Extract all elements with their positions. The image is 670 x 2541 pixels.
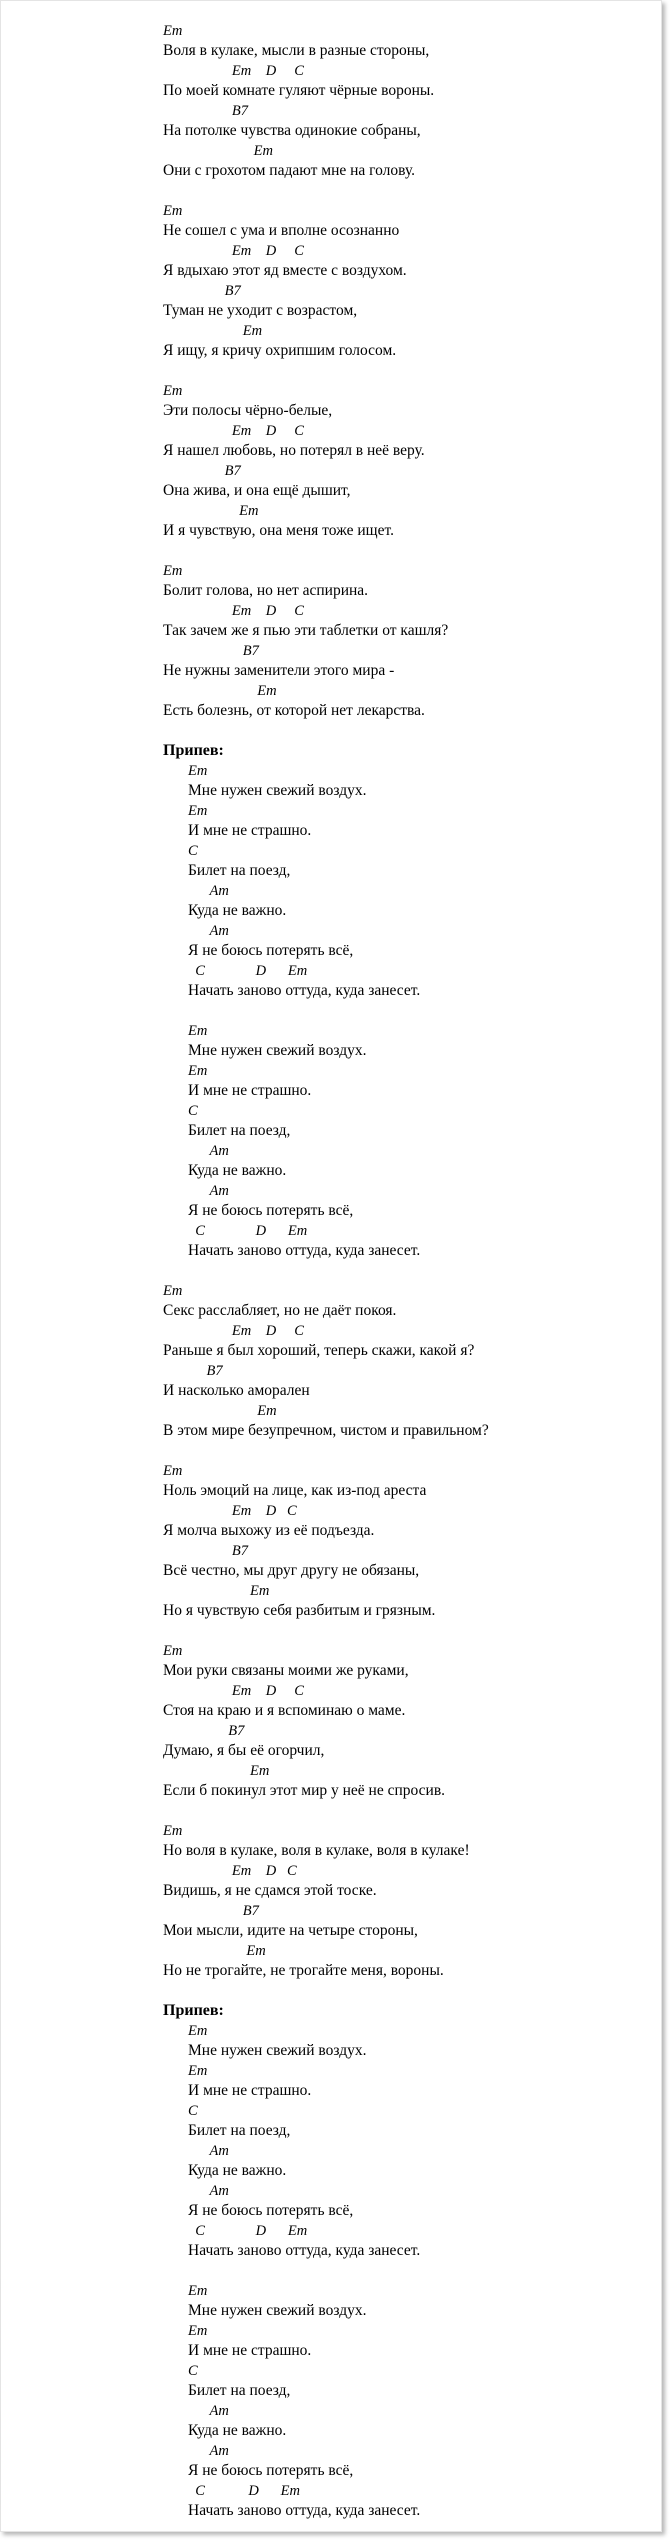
lyric-line: Начать заново оттуда, куда занесет.: [188, 982, 421, 999]
lyric-line: По моей комнате гуляют чёрные вороны.: [163, 82, 435, 99]
lyric-line: Но не трогайте, не трогайте меня, вороны.: [163, 1962, 444, 1979]
verse: [163, 21, 643, 181]
chord-line: Em: [163, 503, 259, 519]
chord-line: Em D C: [163, 1323, 304, 1339]
chorus: [188, 2021, 643, 2521]
chord-line: B7: [163, 103, 248, 119]
verse: [163, 381, 643, 541]
lyric-line: На потолке чувства одинокие собраны,: [163, 122, 421, 139]
chorus-block: [188, 1021, 643, 1261]
chord-line: Am: [188, 2143, 229, 2159]
chord-line: C D Em: [188, 2483, 300, 2499]
lyric-line: Куда не важно.: [188, 2162, 287, 2179]
chord-line: C: [188, 2103, 198, 2119]
chord-line: C D Em: [188, 963, 308, 979]
chord-line: Am: [188, 2183, 229, 2199]
chord-line: Em: [163, 1943, 266, 1959]
lyric-line: Билет на поезд,: [188, 862, 291, 879]
lyric-line: Я вдыхаю этот яд вместе с воздухом.: [163, 262, 407, 279]
chord-line: Em: [188, 1063, 208, 1079]
chord-line: Em D C: [163, 243, 304, 259]
lyric-line: Не сошел с ума и вполне осознанно: [163, 222, 400, 239]
lyric-line: Видишь, я не сдамся этой тоске.: [163, 1882, 377, 1899]
verse: [163, 1281, 643, 1441]
lyric-line: Я ищу, я кричу охрипшим голосом.: [163, 342, 397, 359]
chord-line: Em D C: [163, 1683, 304, 1699]
lyric-line: Мои мысли, идите на четыре стороны,: [163, 1922, 418, 1939]
lyric-line: Они с грохотом падают мне на голову.: [163, 162, 416, 179]
lyric-line: Мне нужен свежий воздух.: [188, 1042, 367, 1059]
lyric-line: Мне нужен свежий воздух.: [188, 2302, 367, 2319]
chord-line: C: [188, 2363, 198, 2379]
chord-line: Em: [163, 23, 183, 39]
chord-line: Em D C: [163, 603, 304, 619]
chord-line: B7: [163, 1723, 245, 1739]
lyric-line: И я чувствую, она меня тоже ищет.: [163, 522, 394, 539]
chord-line: Em D C: [163, 423, 304, 439]
chord-line: Em: [188, 2023, 208, 2039]
chord-line: Em D C: [163, 1863, 297, 1879]
chord-line: Em: [188, 2323, 208, 2339]
chorus-part-2: [163, 2001, 643, 2521]
chord-line: Em: [163, 1463, 183, 1479]
lyric-line: Я не боюсь потерять всё,: [188, 942, 354, 959]
lyric-line: Есть болезнь, от которой нет лекарства.: [163, 702, 425, 719]
lyric-line: Но воля в кулаке, воля в кулаке, воля в кулаке!: [163, 1842, 470, 1859]
lyric-line: Думаю, я бы её огорчил,: [163, 1742, 325, 1759]
chord-line: B7: [163, 283, 241, 299]
lyric-line: И мне не страшно.: [188, 2342, 312, 2359]
chord-line: Em: [163, 1643, 183, 1659]
chord-line: C: [188, 1103, 198, 1119]
lyric-line: И мне не страшно.: [188, 822, 312, 839]
lyric-line: Билет на поезд,: [188, 1122, 291, 1139]
lyric-line: Куда не важно.: [188, 2422, 287, 2439]
chord-line: C D Em: [188, 2223, 308, 2239]
lyric-line: Не нужны заменители этого мира -: [163, 662, 395, 679]
lyric-line: Я не боюсь потерять всё,: [188, 1202, 354, 1219]
chord-line: Em: [163, 143, 273, 159]
chord-line: Am: [188, 2443, 229, 2459]
lyric-line: И мне не страшно.: [188, 1082, 312, 1099]
chord-line: Em: [163, 563, 183, 579]
lyric-line: Всё честно, мы друг другу не обязаны,: [163, 1562, 420, 1579]
chord-line: Em: [163, 1763, 270, 1779]
lyric-line: Мне нужен свежий воздух.: [188, 782, 367, 799]
lyric-line: Я не боюсь потерять всё,: [188, 2202, 354, 2219]
lyric-line: Куда не важно.: [188, 1162, 287, 1179]
chord-line: Em: [188, 763, 208, 779]
lyric-line: В этом мире безупречном, чистом и правильном?: [163, 1422, 489, 1439]
lyric-line: Эти полосы чёрно-белые,: [163, 402, 333, 419]
lyric-line: Начать заново оттуда, куда занесет.: [188, 1242, 421, 1259]
lyric-line: Мне нужен свежий воздух.: [188, 2042, 367, 2059]
lyric-line: Билет на поезд,: [188, 2122, 291, 2139]
chord-line: Am: [188, 1143, 229, 1159]
chorus-title: Припев:: [163, 2002, 224, 2019]
lyric-line: Болит голова, но нет аспирина.: [163, 582, 369, 599]
lyric-line: Мои руки связаны моими же руками,: [163, 1662, 409, 1679]
chord-line: B7: [163, 1363, 223, 1379]
chord-line: Em: [163, 383, 183, 399]
verses-part-2: [163, 1281, 643, 1981]
chord-line: Em: [188, 803, 208, 819]
lyric-line: Стоя на краю и я вспоминаю о маме.: [163, 1702, 406, 1719]
chord-line: B7: [163, 1543, 248, 1559]
chorus: [188, 761, 643, 1261]
verses-part-1: [163, 21, 643, 721]
lyric-line: Туман не уходит с возрастом,: [163, 302, 358, 319]
chord-line: Em: [163, 1403, 277, 1419]
lyric-line: Если б покинул этот мир у неё не спросив.: [163, 1782, 446, 1799]
chord-line: Em: [188, 2063, 208, 2079]
chord-line: B7: [163, 1903, 259, 1919]
chord-line: B7: [163, 463, 241, 479]
chord-line: C D Em: [188, 1223, 308, 1239]
lyric-line: Начать заново оттуда, куда занесет.: [188, 2242, 421, 2259]
lyric-line: Билет на поезд,: [188, 2382, 291, 2399]
lyric-line: Начать заново оттуда, куда занесет.: [188, 2502, 421, 2519]
song-content: [163, 21, 643, 2541]
lyric-line: Я не боюсь потерять всё,: [188, 2462, 354, 2479]
lyric-line: Ноль эмоций на лице, как из-под ареста: [163, 1482, 427, 1499]
verse: [163, 1641, 643, 1801]
chord-line: Am: [188, 883, 229, 899]
lyric-line: Так зачем же я пью эти таблетки от кашля?: [163, 622, 449, 639]
chorus-block: [188, 2281, 643, 2521]
chord-line: B7: [163, 643, 259, 659]
chord-line: Em: [163, 1823, 183, 1839]
verse: [163, 561, 643, 721]
chorus-title: Припев:: [163, 742, 224, 759]
lyric-line: Раньше я был хороший, теперь скажи, какой я?: [163, 1342, 475, 1359]
chord-line: Em: [163, 203, 183, 219]
chord-line: Em: [188, 1023, 208, 1039]
lyric-line: Я молча выхожу из её подъезда.: [163, 1522, 375, 1539]
lyric-line: Секс расслабляет, но не даёт покоя.: [163, 1302, 397, 1319]
lyric-line: Я нашел любовь, но потерял в неё веру.: [163, 442, 425, 459]
chord-line: Em: [163, 323, 263, 339]
verse: [163, 1821, 643, 1981]
lyric-line: Куда не важно.: [188, 902, 287, 919]
chorus-block: [188, 761, 643, 1001]
chord-line: Em: [188, 2283, 208, 2299]
lyric-line: Воля в кулаке, мысли в разные стороны,: [163, 42, 430, 59]
verse: [163, 201, 643, 361]
lyric-line: Но я чувствую себя разбитым и грязным.: [163, 1602, 436, 1619]
chord-line: Em: [163, 683, 277, 699]
verse: [163, 1461, 643, 1621]
chorus-part-1: [163, 741, 643, 1261]
chorus-block: [188, 2021, 643, 2261]
chord-line: Em D C: [163, 63, 304, 79]
chord-line: Em: [163, 1583, 270, 1599]
lyric-line: Она жива, и она ещё дышит,: [163, 482, 351, 499]
lyric-line: И насколько аморален: [163, 1382, 310, 1399]
chord-line: Em D C: [163, 1503, 297, 1519]
chord-line: C: [188, 843, 198, 859]
chord-line: Am: [188, 923, 229, 939]
chord-line: Am: [188, 2403, 229, 2419]
chord-line: Em: [163, 1283, 183, 1299]
lyric-line: И мне не страшно.: [188, 2082, 312, 2099]
chord-line: Am: [188, 1183, 229, 1199]
